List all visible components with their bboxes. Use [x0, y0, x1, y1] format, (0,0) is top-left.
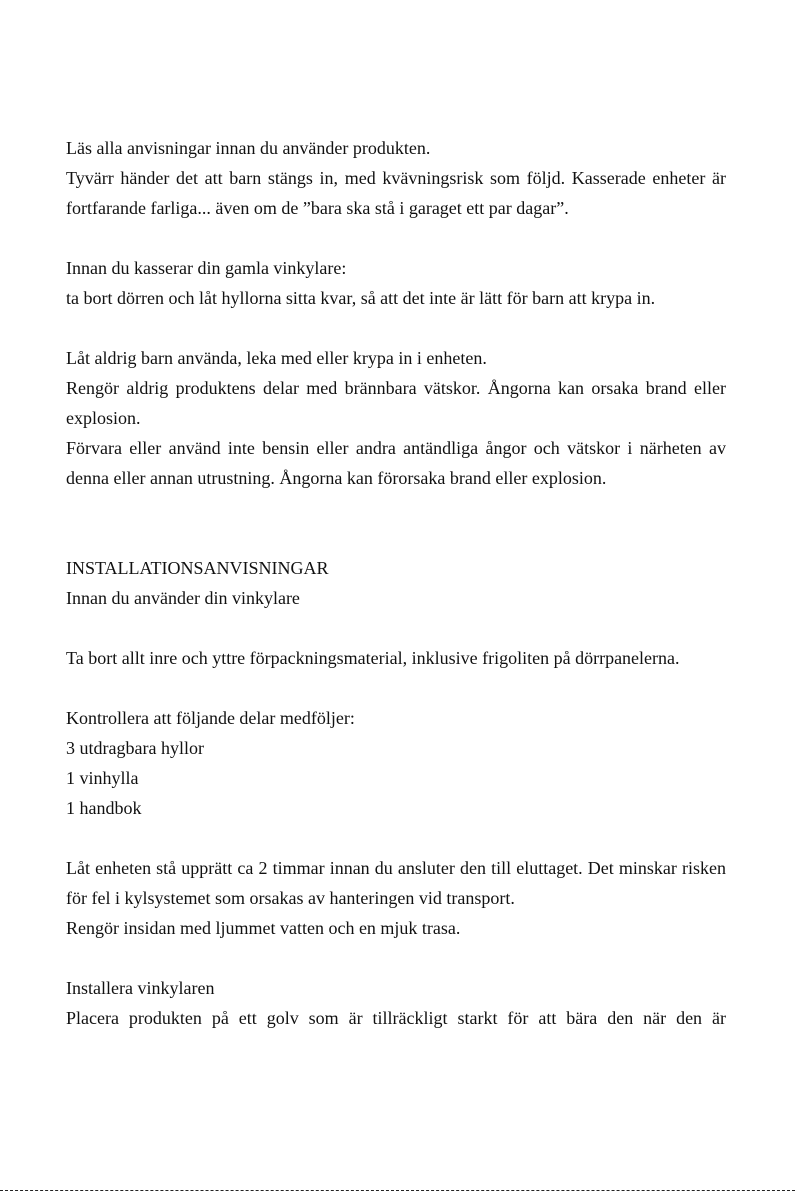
document-page	[66, 133, 726, 1033]
cleaning-instruction: Rengör insidan med ljummet vatten och en mjuk trasa.	[66, 918, 461, 938]
intro-line: Läs alla anvisningar innan du använder produkten.	[66, 138, 431, 158]
before-use-subheading: Innan du använder din vinkylare	[66, 588, 300, 608]
parts-item: 3 utdragbara hyllor	[66, 738, 204, 758]
placement-instruction: Placera produkten på ett golv som är tillräckligt starkt för att bära den när den är	[66, 1008, 726, 1028]
flammable-storage-warning: Förvara eller använd inte bensin eller andra antändliga ångor och vätskor i närheten av denna eller annan utrustning. Ångorna kan förorsaka brand eller explosion.	[66, 438, 726, 488]
disposal-instruction: ta bort dörren och låt hyllorna sitta kvar, så att det inte är lätt för barn att krypa in.	[66, 288, 656, 308]
parts-item: 1 handbok	[66, 798, 142, 818]
disposal-heading: Innan du kasserar din gamla vinkylare:	[66, 258, 347, 278]
install-subheading: Installera vinkylaren	[66, 978, 215, 998]
parts-check: Kontrollera att följande delar medföljer:	[66, 708, 355, 728]
parts-item: 1 vinhylla	[66, 768, 139, 788]
flammable-cleaning-warning: Rengör aldrig produktens delar med brännbara vätskor. Ångorna kan orsaka brand eller explosion.	[66, 378, 726, 428]
section-heading: INSTALLATIONSANVISNINGAR	[66, 558, 329, 578]
suffocation-warning: Tyvärr händer det att barn stängs in, med kvävningsrisk som följd. Kasserade enheter är fortfarande farliga... även om de ”bara ska stå i garaget ett par dagar”.	[66, 168, 726, 218]
children-warning: Låt aldrig barn använda, leka med eller krypa in i enheten.	[66, 348, 487, 368]
upright-instruction: Låt enheten stå upprätt ca 2 timmar innan du ansluter den till eluttaget. Det minskar risken för fel i kylsystemet som orsakas av hanteringen vid transport.	[66, 858, 726, 908]
remove-packaging: Ta bort allt inre och yttre förpackningsmaterial, inklusive frigoliten på dörrpanelerna.	[66, 648, 680, 668]
